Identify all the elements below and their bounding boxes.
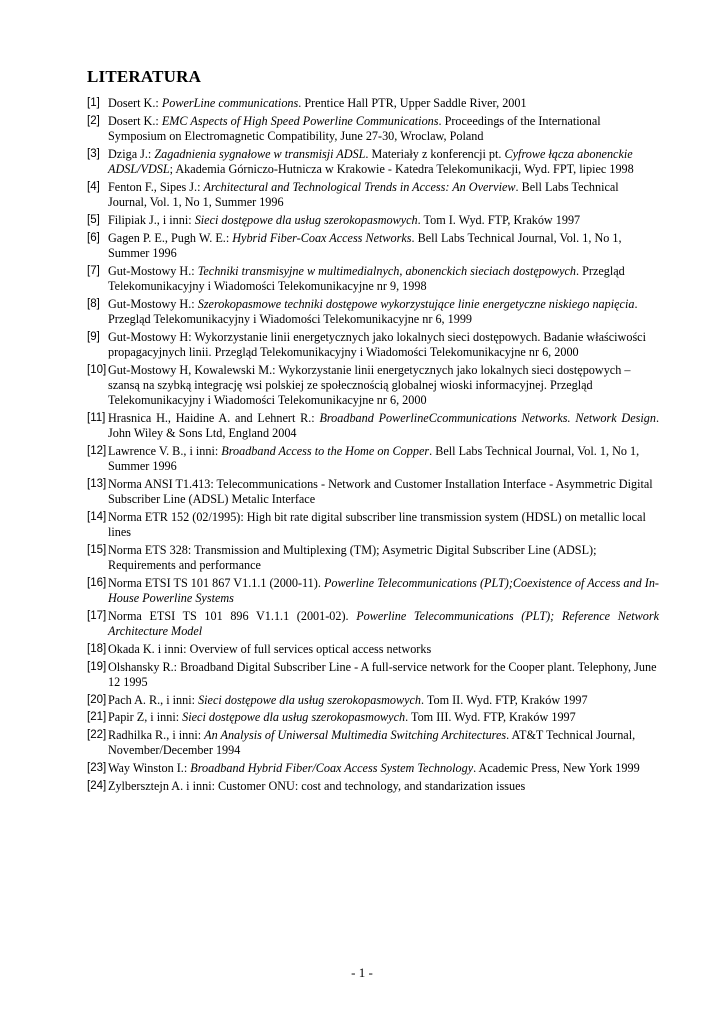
reference-title: Zagadnienia sygnałowe w transmisji ADSL	[154, 146, 366, 161]
reference-segment: Gut-Mostowy H.:	[108, 296, 198, 311]
reference-number: [13]	[87, 477, 107, 490]
reference-title: Sieci dostępowe dla usług szerokopasmowych	[198, 692, 422, 707]
reference-segment: Okada K. i inni: Overview of full services optical access networks	[108, 641, 432, 656]
reference-title: Hybrid Fiber-Coax Access Networks	[232, 230, 412, 245]
reference-number: [11]	[87, 411, 106, 424]
reference-number: [2]	[87, 114, 100, 127]
reference-title: Sieci dostępowe dla usług szerokopasmowych	[194, 212, 418, 227]
reference-segment: . Materiały z konferencji pt.	[365, 146, 505, 161]
reference-text	[108, 609, 659, 639]
reference-text	[108, 728, 659, 758]
reference-segment: Papir Z, i inni:	[108, 710, 183, 725]
reference-segment: Dosert K.:	[108, 96, 162, 110]
reference-text	[108, 510, 659, 540]
reference-number: [16]	[87, 576, 107, 589]
reference-title: Broadband Access to the Home on Copper	[221, 443, 430, 458]
reference-number: [8]	[87, 297, 100, 310]
reference-title: Techniki transmisyjne w multimedialnych, abonenckich sieciach dostępowych	[197, 263, 577, 278]
reference-number: [15]	[87, 543, 107, 556]
reference-segment: . AT&T Technical Journal, November/December 1994	[108, 728, 636, 758]
reference-segment: Gut-Mostowy H: Wykorzystanie linii energetycznych jako lokalnych sieci dostępowych. Badanie właściwości propagacyjnych linii. Przegląd Telekomunikacyjny i Wiadomości Telekomunikacyjne nr 6, 2000	[108, 329, 646, 359]
reference-text	[108, 444, 659, 474]
reference-segment: Norma ETSI TS 101 896 V1.1.1 (2001-02).	[108, 608, 357, 623]
reference-item	[87, 477, 659, 507]
reference-item	[87, 444, 659, 474]
reference-segment: . Tom III. Wyd. FTP, Kraków 1997	[405, 710, 576, 725]
reference-title: Broadband PowerlineCcommunications Networks. Network Design	[319, 410, 656, 425]
reference-text	[108, 761, 659, 776]
reference-segment: . Academic Press, New York 1999	[473, 761, 640, 776]
reference-item	[87, 213, 659, 228]
reference-number: [5]	[87, 213, 100, 226]
reference-number: [12]	[87, 444, 107, 457]
reference-item	[87, 330, 659, 360]
reference-item	[87, 264, 659, 294]
reference-segment: . Tom II. Wyd. FTP, Kraków 1997	[421, 692, 588, 707]
reference-item	[87, 147, 659, 177]
reference-number: [9]	[87, 330, 100, 343]
reference-segment: Norma ETR 152 (02/1995): High bit rate digital subscriber line transmission system (HDSL) on metallic local lines	[108, 509, 646, 539]
reference-item	[87, 297, 659, 327]
reference-segment: Pach A. R., i inni:	[108, 692, 199, 707]
reference-title: Powerline Telecommunications (PLT);Coexistence of Access and In-House Powerline Systems	[108, 575, 659, 605]
page-title: LITERATURA	[87, 67, 202, 86]
reference-text	[108, 297, 659, 327]
reference-segment: Zylbersztejn A. i inni: Customer ONU: cost and technology, and standarization issues	[108, 778, 526, 793]
reference-item	[87, 660, 659, 690]
reference-text	[108, 477, 659, 507]
reference-item	[87, 693, 659, 708]
reference-segment: Olshansky R.: Broadband Digital Subscriber Line - A full-service network for the Cooper plant. Telephony, June 12 1995	[108, 659, 657, 689]
reference-number: [23]	[87, 762, 107, 775]
reference-number: [18]	[87, 642, 107, 655]
reference-segment: Lawrence V. B., i inni:	[108, 443, 222, 458]
reference-item	[87, 710, 659, 725]
reference-item	[87, 411, 659, 441]
reference-title: Powerline Telecommunications (PLT); Reference Network Architecture Model	[108, 608, 660, 638]
reference-segment: Hrasnica H., Haidine A. and Lehnert R.:	[108, 410, 320, 425]
reference-title: Architectural and Technological Trends in Access: An Overview	[203, 179, 516, 194]
reference-text	[108, 576, 659, 606]
reference-text	[108, 779, 659, 794]
reference-segment: Fenton F., Sipes J.:	[108, 179, 204, 194]
reference-title: Sieci dostępowe dla usług szerokopasmowych	[182, 710, 406, 725]
reference-text	[108, 231, 659, 261]
reference-number: [21]	[87, 711, 107, 724]
reference-number: [7]	[87, 264, 100, 277]
reference-segment: . Bell Labs Technical Journal, Vol. 1, No 1, Summer 1996	[108, 179, 619, 209]
reference-segment: . Prentice Hall PTR, Upper Saddle River, 2001	[298, 96, 527, 110]
reference-item	[87, 180, 659, 210]
reference-number: [19]	[87, 660, 107, 673]
reference-text	[108, 642, 659, 657]
reference-item	[87, 543, 659, 573]
reference-number: [10]	[87, 363, 107, 376]
reference-segment: . Przegląd Telekomunikacyjny i Wiadomości Telekomunikacyjne nr 9, 1998	[108, 263, 625, 293]
reference-list	[87, 96, 659, 797]
reference-number: [20]	[87, 693, 107, 706]
reference-segment: Gagen P. E., Pugh W. E.:	[108, 230, 233, 245]
reference-segment: Norma ANSI T1.413: Telecommunications - Network and Customer Installation Interface - Asymmetric Digital Subscriber Line (ADSL) Metalic Interface	[108, 476, 653, 506]
reference-item	[87, 363, 659, 409]
reference-item	[87, 231, 659, 261]
reference-segment: Gut-Mostowy H, Kowalewski M.: Wykorzystanie linii energetycznych jako lokalnych sieci dostępowych – szansą na szybką integrację wsi polskiej ze społecznością globalnej wioski informacyjnej. Przegląd Telekomunikacyjny i Wiadomości Telekomunikacyjne nr 6, 2000	[108, 362, 631, 407]
reference-number: [22]	[87, 729, 107, 742]
reference-segment: Dosert K.:	[108, 113, 162, 128]
reference-number: [4]	[87, 180, 100, 193]
reference-title: EMC Aspects of High Speed Powerline Communications	[161, 113, 439, 128]
reference-segment: Norma ETS 328: Transmission and Multiplexing (TM); Asymetric Digital Subscriber Line (ADSL); Requirements and performance	[108, 542, 597, 572]
reference-title: An Analysis of Uniwersal Multimedia Switching Architectures	[204, 728, 507, 743]
reference-text	[108, 213, 659, 228]
reference-number: [3]	[87, 147, 100, 160]
reference-title: Szerokopasmowe techniki dostępowe wykorzystujące linie energetyczne niskiego napięcia	[197, 296, 635, 311]
reference-title: Broadband Hybrid Fiber/Coax Access System Technology	[190, 761, 474, 776]
reference-item	[87, 642, 659, 657]
reference-segment: Filipiak J., i inni:	[108, 212, 195, 227]
reference-item	[87, 114, 659, 144]
reference-segment: . Bell Labs Technical Journal, Vol. 1, No 1, Summer 1996	[108, 443, 640, 473]
reference-text	[108, 411, 659, 441]
reference-text	[108, 330, 659, 360]
reference-segment: Radhilka R., i inni:	[108, 728, 205, 743]
reference-segment: . Przegląd Telekomunikacyjny i Wiadomości Telekomunikacyjne nr 6, 1999	[108, 296, 638, 326]
reference-segment: Gut-Mostowy H.:	[108, 263, 198, 278]
page-number: - 1 -	[351, 965, 373, 980]
reference-segment: Dziga J.:	[108, 146, 155, 161]
reference-text	[108, 363, 659, 409]
reference-text	[108, 693, 659, 708]
reference-item	[87, 576, 659, 606]
reference-segment: Way Winston I.:	[108, 761, 191, 776]
reference-item	[87, 96, 659, 111]
reference-number: [17]	[87, 609, 107, 622]
reference-number: [1]	[87, 97, 100, 109]
reference-item	[87, 761, 659, 776]
reference-text	[108, 660, 659, 690]
reference-text	[108, 180, 659, 210]
reference-title: Cyfrowe łącza abonenckie ADSL/VDSL	[108, 146, 633, 176]
reference-segment: . Bell Labs Technical Journal, Vol. 1, No 1, Summer 1996	[108, 230, 622, 260]
reference-item	[87, 728, 659, 758]
reference-text	[108, 710, 659, 725]
reference-title: PowerLine communications	[161, 96, 299, 110]
reference-segment: . Tom I. Wyd. FTP, Kraków 1997	[417, 212, 581, 227]
reference-text	[108, 543, 659, 573]
reference-item	[87, 609, 659, 639]
reference-segment: . John Wiley & Sons Ltd, England 2004	[108, 410, 659, 440]
reference-text	[108, 264, 659, 294]
reference-segment: Norma ETSI TS 101 867 V1.1.1 (2000-11).	[108, 575, 324, 590]
reference-number: [14]	[87, 510, 107, 523]
reference-item	[87, 779, 659, 794]
reference-number: [6]	[87, 231, 100, 244]
reference-text	[108, 114, 659, 144]
reference-number: [24]	[87, 779, 107, 792]
reference-segment: ; Akademia Górniczo-Hutnicza w Krakowie - Katedra Telekomunikacji, Wyd. FPT, lipiec 1998	[169, 162, 634, 176]
reference-segment: . Proceedings of the International Symposium on Electromagnetic Compatibility, June 27-30, Wroclaw, Poland	[108, 113, 601, 143]
reference-text	[108, 147, 659, 177]
reference-item	[87, 510, 659, 540]
reference-text	[108, 96, 659, 111]
